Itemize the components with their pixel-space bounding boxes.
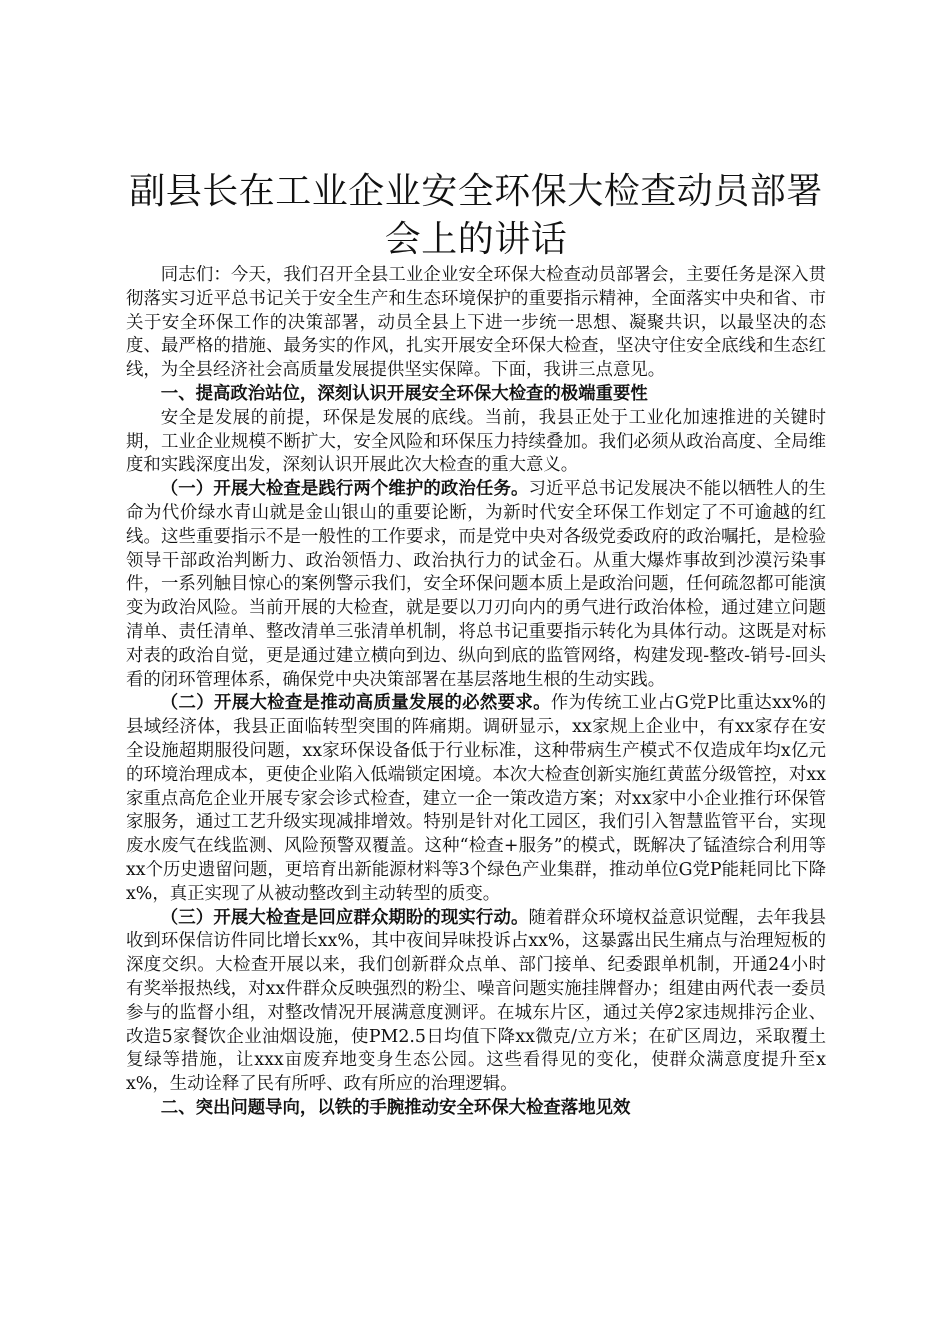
point-1-lead: （一）开展大检查是践行两个维护的政治任务。 — [160, 479, 529, 500]
section-1-heading: 一、提高政治站位，深刻认识开展安全环保大检查的极端重要性 — [160, 383, 648, 404]
point-2-paragraph — [126, 692, 826, 906]
intro-paragraph: 同志们：今天，我们召开全县工业企业安全环保大检查动员部署会，主要任务是深入贯彻落实习近平总书记关于安全生产和生态环境保护的重要指示精神，全面落实中央和省、市关于安全环保工作的决策部署，动员全县上下进一步统一思想、凝聚共识，以最坚决的态度、最严格的措施、最务实的作风，扎实开展安全环保大检查，坚决守住安全底线和生态红线，为全县经济社会高质量发展提供坚实保障。下面，我讲三点意见。 — [126, 265, 826, 381]
point-1-paragraph — [126, 478, 826, 692]
point-1-body: 习近平总书记发展决不能以牺牲人的生命为代价绿水青山就是金山银山的重要论断，为新时代安全环保工作划定了不可逾越的红线。这些重要指示不是一般性的工作要求，而是党中央对各级党委政府的政治嘱托，是检验领导干部政治判断力、政治领悟力、政治执行力的试金石。从重大爆炸事故到沙漠污染事件，一系列触目惊心的案例警示我们，安全环保问题本质上是政治问题，任何疏忽都可能演变为政治风险。当前开展的大检查，就是要以刀刃向内的勇气进行政治体检，通过建立问题清单、责任清单、整改清单三张清单机制，将总书记重要指示转化为具体行动。这既是对标对表的政治自觉，更是通过建立横向到边、纵向到底的监管网络，构建发现-整改-销号-回头看的闭环管理体系，确保党中央决策部署在基层落地生根的生动实践。 — [126, 479, 826, 690]
point-3-body: 随着群众环境权益意识觉醒，去年我县收到环保信访件同比增长xx%，其中夜间异味投诉占xx%，这暴露出民生痛点与治理短板的深度交织。大检查开展以来，我们创新群众点单、部门接单、纪委跟单机制，开通24小时有奖举报热线，对xx件群众反映强烈的粉尘、噪音问题实施挂牌督办；组建由两代表一委员参与的监督小组，对整改情况开展满意度测评。在城东片区，通过关停2家违规排污企业、改造5家餐饮企业油烟设施，使PM2.5日均值下降xx微克/立方米；在矿区周边，采取覆土复绿等措施，让xxx亩废弃地变身生态公园。这些看得见的变化，使群众满意度提升至xx%，生动诠释了民有所呼、政有所应的治理逻辑。 — [126, 907, 826, 1095]
point-3-lead: （三）开展大检查是回应群众期盼的现实行动。 — [160, 907, 529, 928]
point-3-paragraph — [126, 907, 826, 1097]
point-2-body: 作为传统工业占G党P比重达xx%的县域经济体，我县正面临转型突围的阵痛期。调研显示，xx家规上企业中，有xx家存在安全设施超期服役问题，xx家环保设备低于行业标准，这种带病生产模式不仅造成年均x亿元的环境治理成本，更使企业陷入低端锁定困境。本次大检查创新实施红黄蓝分级管控，对xx家重点高危企业开展专家会诊式检查，建立一企一策改造方案；对xx家中小企业推行环保管家服务，通过工艺升级实现减排增效。特别是针对化工园区，我们引入智慧监管平台，实现废水废气在线监测、风险预警双覆盖。这种“检查+服务”的模式，既解决了锰渣综合利用等xx个历史遗留问题，更培育出新能源材料等3个绿色产业集群，推动单位G党P能耗同比下降x%，真正实现了从被动整改到主动转型的质变。 — [126, 693, 826, 904]
point-2-lead: （二）开展大检查是推动高质量发展的必然要求。 — [160, 693, 551, 714]
document-page — [126, 168, 826, 1121]
document-title: 副县长在工业企业安全环保大检查动员部署会上的讲话 — [129, 171, 823, 260]
section-1-paragraph: 安全是发展的前提，环保是发展的底线。当前，我县正处于工业化加速推进的关键时期，工业企业规模不断扩大，安全风险和环保压力持续叠加。我们必须从政治高度、全局维度和实践深度出发，深刻认识开展此次大检查的重大意义。 — [126, 407, 826, 476]
section-2-heading: 二、突出问题导向，以铁的手腕推动安全环保大检查落地见效 — [160, 1097, 631, 1118]
